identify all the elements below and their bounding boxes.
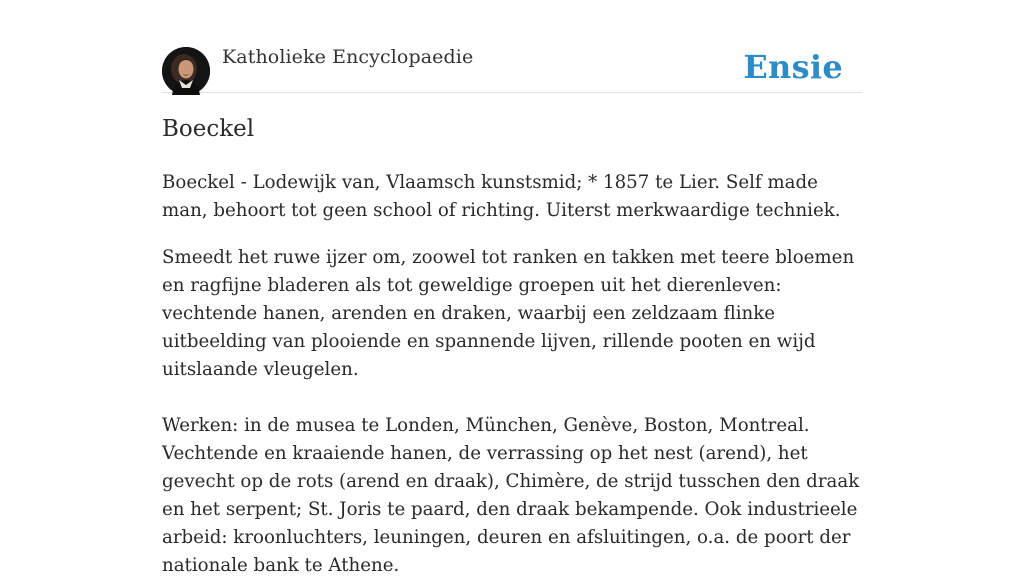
- article-paragraph: Werken: in de musea te Londen, München, Genève, Boston, Montreal. Vechtende en kraaiende hanen, de verrassing op het nest (arend), het gevecht op de rots (arend en draak), Chimère, de strijd tusschen den draak en het serpent; St. Joris te paard, den draak bekampende. Ook industrieele arbeid: kroonluchters, leuningen, deuren en afsluitingen, o.a. de poort der nationale bank te Athene.: [162, 415, 860, 576]
- article-paragraph: Smeedt het ruwe ijzer om, zoowel tot ranken en takken met teere bloemen en ragfijne bladeren als tot geweldige groepen uit het dierenleven: vechtende hanen, arenden en draken, waarbij een zeldzaam flinke uitbeelding van plooiende en spannende lijven, rillende pooten en wijd uitslaande vleugelen.: [162, 247, 855, 380]
- portrait-avatar-icon-graphic: [162, 47, 210, 95]
- article-body: [162, 169, 864, 580]
- page-container: [162, 0, 862, 576]
- site-name[interactable]: Katholieke Encyclopaedie: [222, 46, 474, 68]
- article-title: Boeckel: [162, 116, 255, 142]
- portrait-avatar-icon[interactable]: [162, 47, 210, 95]
- brand-logo[interactable]: Ensie: [743, 48, 843, 86]
- article-paragraph: Boeckel - Lodewijk van, Vlaamsch kunstsmid; * 1857 te Lier. Self made man, behoort tot geen school of richting. Uiterst merkwaardige techniek.: [162, 172, 841, 221]
- header: [162, 0, 862, 93]
